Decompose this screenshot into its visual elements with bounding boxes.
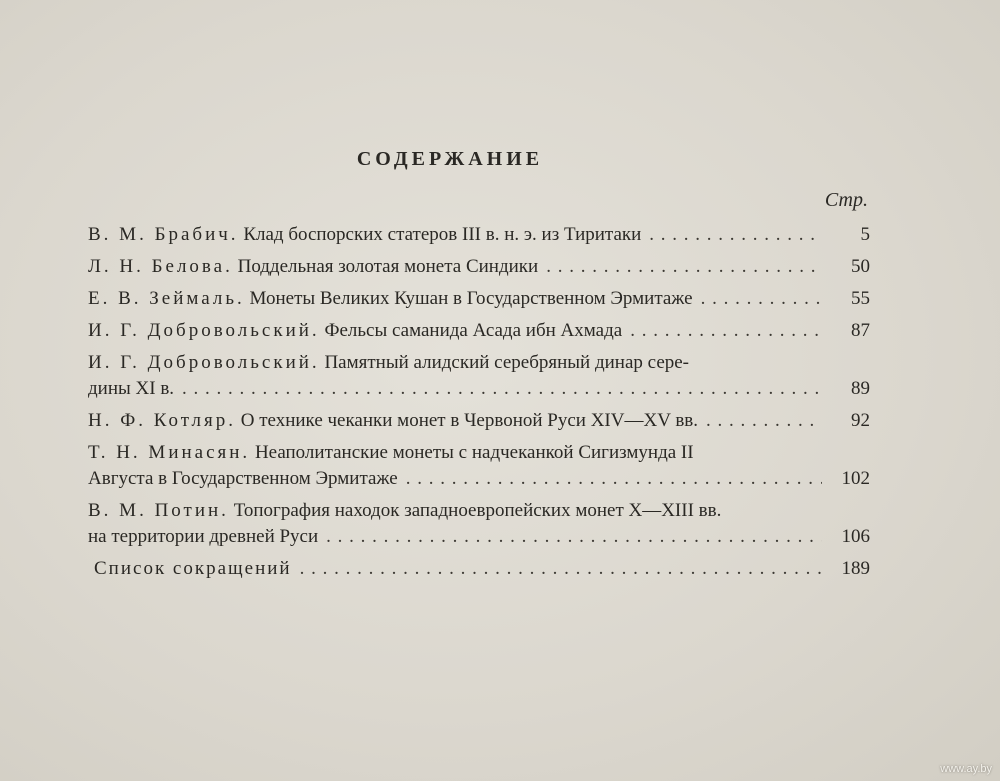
toc-entry-abbreviations [88, 556, 870, 582]
toc-title-continued: дины XI в. [88, 378, 175, 399]
toc-page-number: 50 [851, 256, 870, 277]
toc-entry [88, 498, 870, 550]
toc-entry [88, 222, 870, 248]
toc-title: Поддельная золотая монета Синдики [237, 256, 539, 277]
toc-title-continued: на территории древней Руси [88, 526, 319, 547]
table-of-contents [88, 222, 870, 582]
toc-title: О технике чеканки монет в Червоной Руси XIV—XV вв. [240, 410, 699, 431]
toc-title: Клад боспорских статеров III в. н. э. из Тиритаки [243, 224, 642, 245]
toc-page-number: 106 [841, 526, 870, 547]
toc-author: И. Г. Добровольский. [88, 320, 320, 341]
toc-author: В. М. Брабич. [88, 224, 239, 245]
watermark: www.ay.by [940, 763, 992, 775]
toc-author: И. Г. Добровольский. [88, 352, 320, 373]
toc-page-number: 87 [851, 320, 870, 341]
leader-dots [182, 376, 822, 402]
toc-author: Е. В. Зеймаль. [88, 288, 245, 309]
leader-dots [706, 408, 822, 434]
leader-dots [649, 222, 822, 248]
toc-entry [88, 350, 870, 402]
leader-dots [630, 318, 822, 344]
toc-page-number: 5 [860, 224, 870, 245]
leader-dots [701, 286, 822, 312]
toc-title: Монеты Великих Кушан в Государственном Эрмитаже [249, 288, 693, 309]
toc-entry [88, 408, 870, 434]
leader-dots [406, 466, 822, 492]
toc-entry [88, 318, 870, 344]
toc-title: Неаполитанские монеты с надчеканкой Сигизмунда II [254, 442, 694, 463]
toc-author: Т. Н. Минасян. [88, 442, 251, 463]
toc-page-number: 189 [841, 558, 870, 579]
toc-author: В. М. Потин. [88, 500, 229, 521]
toc-entry [88, 286, 870, 312]
toc-page-number: 102 [841, 468, 870, 489]
toc-title: Топография находок западноевропейских монет X—XIII вв. [233, 500, 722, 521]
leader-dots [326, 524, 822, 550]
toc-entry [88, 254, 870, 280]
toc-entry [88, 440, 870, 492]
toc-page-number: 55 [851, 288, 870, 309]
toc-page-number: 89 [851, 378, 870, 399]
toc-author: Н. Ф. Котляр. [88, 410, 237, 431]
toc-author: Л. Н. Белова. [88, 256, 233, 277]
page-column-label: Стр. [824, 189, 868, 211]
toc-title: Памятный алидский серебряный динар сере- [324, 352, 690, 373]
leader-dots [300, 556, 822, 582]
toc-title-continued: Августа в Государственном Эрмитаже [88, 468, 398, 489]
toc-page-number: 92 [851, 410, 870, 431]
toc-title: Список сокращений [94, 558, 292, 579]
toc-title: Фельсы саманида Асада ибн Ахмада [324, 320, 623, 341]
page-title: СОДЕРЖАНИЕ [356, 148, 544, 170]
leader-dots [546, 254, 822, 280]
